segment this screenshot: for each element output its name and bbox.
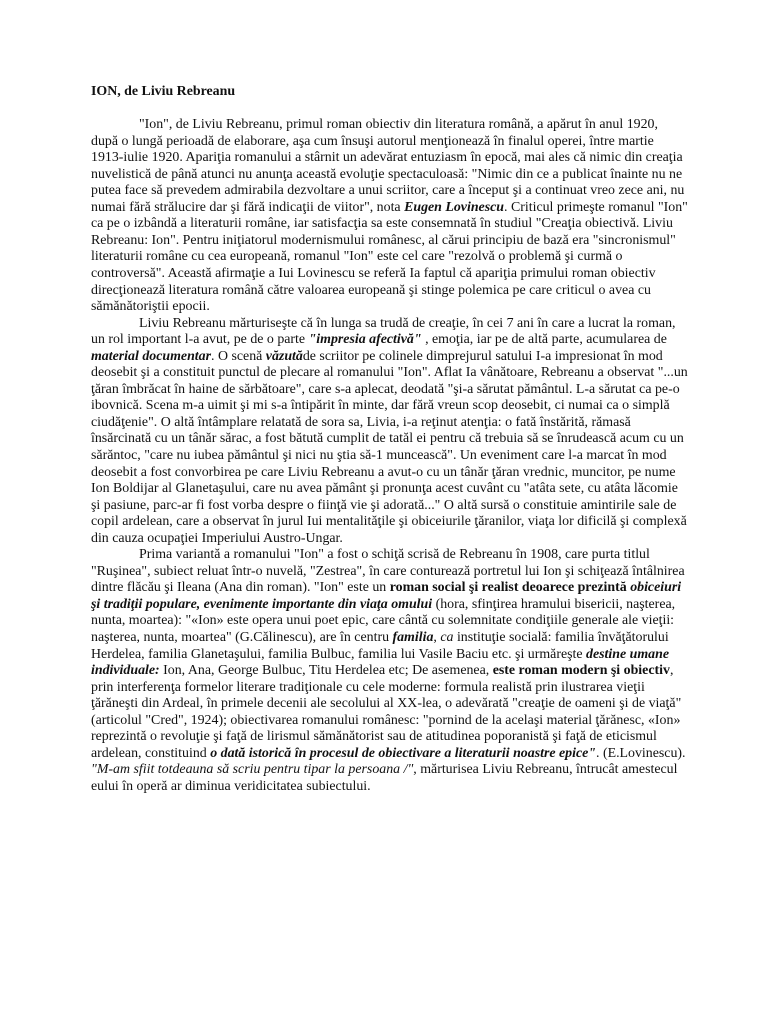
emphasis-author-name: Eugen Lovinescu [404, 199, 505, 215]
text-span: , mărturisea Liviu Rebreanu, întrucât amestecul eului în operă ar diminua veridicitatea subiectului. [91, 762, 678, 794]
text-span: (hora, sfinţirea hramului bisericii, naşterea, nunta, moartea): "«Ion» este opera unui poet epic, care cântă cu solemnitate condiţiile generale ale vieţii: naşterea, nunta, moartea" (G.Călinescu), are în centru [91, 596, 676, 645]
text-span: , emoţia, iar pe de altă parte, acumularea de [425, 332, 667, 348]
emphasis-term: destine umane individuale: [91, 646, 669, 679]
text-span: . Criticul primeşte romanul "Ion" ca pe o izbândă a literaturii române, iar satisfacţia sa este consemnată în studiul "Creaţia obiectivă. Liviu Rebreanu: Ion". Pentru iniţiatorul modernismului românesc, al cărui principiu de bază era "sincronismul" literaturii române cu cea europeană, romanul "Ion" este cel care "rezolvă o problemă şi curmă o controversă". Această afirmaţie a Iui Lovinescu se referă Ia faptul că apariţia primului roman obiectiv direcţionează literatura română către valoarea europeană şi stinge polemica pe care criticul o avea cu sămănătoriştii epocii. [91, 199, 688, 315]
emphasis-term: obiceiuri şi tradiţii populare, evenimente importante din viaţa omului [91, 580, 682, 612]
text-span: , prin interferenţa formelor literare tradiţionale cu cele moderne: formula realistă prin ilustrarea vieţii ţărăneşti din Ardeal, în primele decenii ale secolului al XX-lea, o adevărată "creaţie de oameni şi de viaţă" (articolul "Cred", 1924); obiectivarea romanului românesc: "pornind de la acelaşi material ţărănesc, «Ion» reprezintă o revoluţie şi faţă de lirismul sămănătorist sau de atitudinea poporanistă şi faţă de eticismul ardelean, constituind [91, 663, 682, 761]
document-title: ION, de Liviu Rebreanu [91, 84, 236, 99]
text-span: "Ion", de Liviu Rebreanu, primul roman obiectiv din literatura română, a apărut în anul 1920, după o lungă perioadă de elaborare, aşa cum însuşi autorul menţionează în finalul operei, între martie 1913-iulie 1920. Apariţia romanului a stârnit un adevărat entuziasm în epocă, mai ales că nimic din creaţia nuvelistică de până atunci nu anunţa această evoluţie spectaculoasă: "Nimic din ce a publicat înainte nu ne putea face să prevedem admirabila dezvoltare a unui scriitor, care a început şi a continuat vreo zece ani, nu numai fără strălucire dar şi fără indicaţii de viitor", nota [91, 117, 685, 215]
emphasis-term: familia [392, 630, 434, 645]
emphasis-italic: ca [440, 630, 454, 645]
emphasis-term: o dată istorică în procesul de obiectivare a literaturii noastre epice" [210, 745, 597, 761]
paragraph-2 [91, 316, 688, 548]
text-span: instituţie socială: familia învăţătorului Herdelea, familia Glanetaşului, familia Bulbuc, familia lui Vasile Baciu etc. şi urmăreşte [91, 630, 669, 662]
emphasis-term: văzută [265, 348, 303, 364]
emphasis-bold: roman social şi realist deoarece prezintă [389, 580, 631, 596]
text-span: Ion, Ana, George Bulbuc, Titu Herdelea etc; De asemenea, [159, 663, 493, 679]
emphasis-term: "impresia afectivă" [308, 332, 426, 348]
text-span: . (E.Lovinescu). [596, 745, 686, 761]
paragraph-3 [91, 547, 688, 795]
text-span: , [433, 630, 441, 645]
text-span: Liviu Rebreanu mărturiseşte că în lunga sa trudă de creaţie, în cei 7 ani în care a lucrat la roman, un rol important l-a avut, pe de o parte [91, 315, 676, 348]
emphasis-quote: "M-am sfiit totdeauna să scriu pentru tipar la persoana /" [91, 762, 414, 778]
paragraph-1 [91, 117, 688, 316]
text-span: Prima variantă a romanului "Ion" a fost o schiţă scrisă de Rebreanu în 1908, care purta titlul "Ruşinea", subiect reluat într-o nuvelă, "Zestrea", în care conturează portretul lui Ion şi schiţează întâlnirea dintre flăcău şi Ileana (Ana din roman). "Ion" este un [91, 547, 685, 596]
emphasis-term: material documentar [91, 348, 212, 364]
document-page [91, 84, 688, 795]
text-span: . O scenă [211, 348, 266, 364]
text-span: de scriitor pe colinele dimprejurul satului I-a impresionat în mod deosebit şi a constituit punctul de plecare al romanului "Ion". Aflat Ia vânătoare, Rebreanu a observat "...un ţăran îmbrăcat în haine de sărbătoare", care s-a aplecat, deodată "şi-a sărutat pământul. L-a sărutat ca pe-o ibovnică. Scena m-a uimit şi mi s-a întipărit în minte, dar fără vreun scop deosebit, ci numai ca o simplă ciudăţenie". O altă întâmplare relatată de sora sa, Livia, i-a reţinut atenţia: o fată înstărită, rămasă însărcinată cu un tânăr sărac, a fost bătută cumplit de tatăl ei pentru că trebuia să se înrudească acum cu un sărăntoc, "care nu iubea pământul şi nici nu ştia să-1 muncească". Un eveniment care l-a marcat în mod deosebit a fost convorbirea pe care Liviu Rebreanu a avut-o cu un tânăr ţăran vrednic, muncitor, pe nume Ion Boldijar al Glanetaşului, care nu avea pământ şi pronunţa acest cuvânt cu "atâta sete, cu atâta lăcomie şi pasiune, parc-ar fi fost vorba despre o fiinţă vie şi adorată..." O altă sursă o constituie amintirile sale de copil ardelean, care a observat în jurul Iui mentalităţile şi obiceiurile ţăranilor, viaţa lor dificilă şi complexă din cauza ocupaţiei Imperiului Austro-Ungar. [91, 348, 688, 546]
emphasis-bold: este roman modern şi obiectiv [492, 663, 670, 679]
